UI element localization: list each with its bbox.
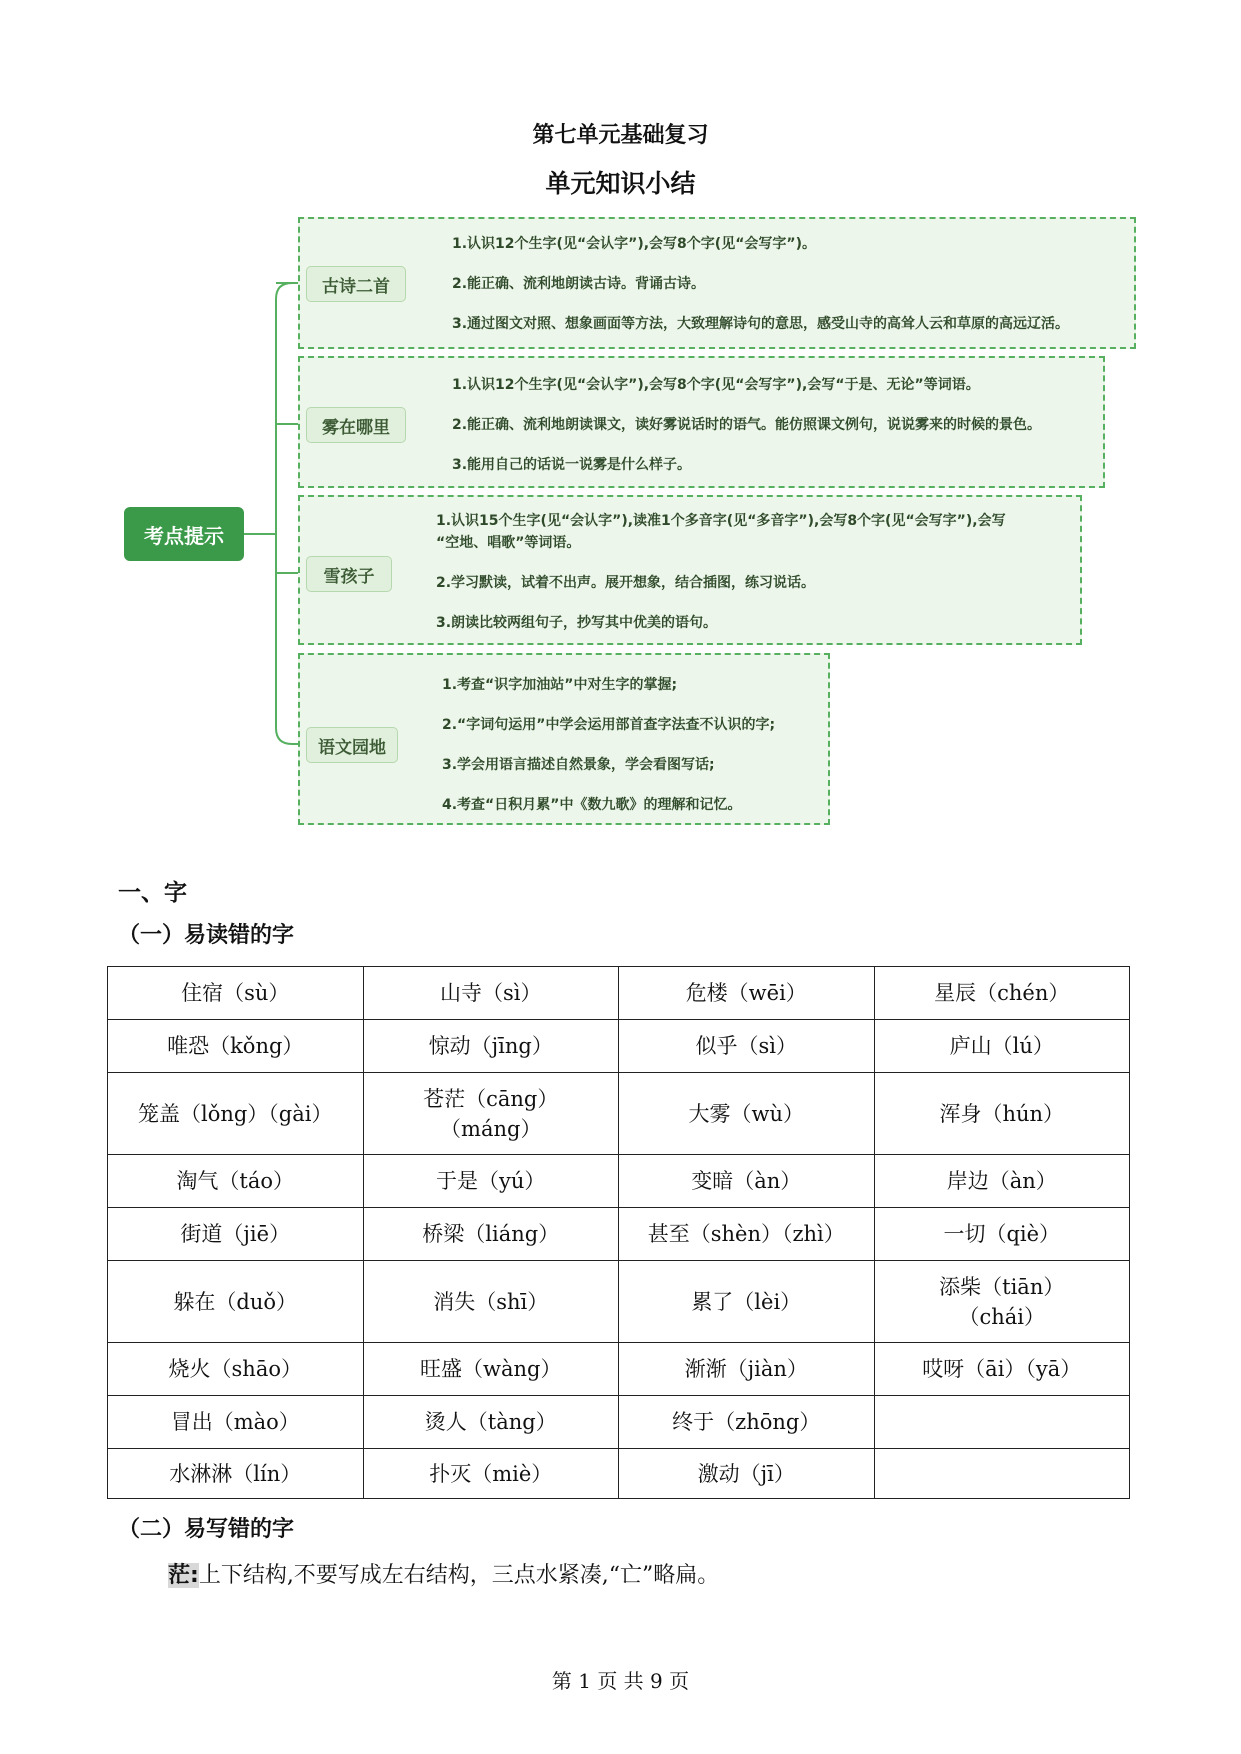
- table-row: [108, 1020, 1130, 1073]
- table-cell: 苍茫（cāng） （máng）: [363, 1073, 619, 1155]
- mindmap-item: 3.通过图文对照、想象画面等方法，大致理解诗句的意思，感受山寺的高耸人云和草原的高远辽活。: [452, 316, 1070, 332]
- table-cell: 扑灭（miè）: [363, 1449, 619, 1499]
- table-cell: 甚至（shèn）（zhì）: [619, 1208, 875, 1261]
- table-cell: 哎呀（āi）（yā）: [874, 1343, 1130, 1396]
- mindmap-branch-label: 雪孩子: [306, 556, 392, 592]
- mindmap-item: 2.“字词句运用”中学会运用部首查字法查不认识的字;: [442, 717, 776, 733]
- table-cell: 庐山（lú）: [874, 1020, 1130, 1073]
- mindmap-branch-label: 雾在哪里: [306, 407, 406, 443]
- table-cell: 唯恐（kǒng）: [108, 1020, 364, 1073]
- table-cell: 变暗（àn）: [619, 1155, 875, 1208]
- table-cell: 桥梁（liáng）: [363, 1208, 619, 1261]
- table-cell: 水淋淋（lín）: [108, 1449, 364, 1499]
- table-cell: [874, 1396, 1130, 1449]
- table-cell: 冒出（mào）: [108, 1396, 364, 1449]
- table-cell: 添柴（tiān） （chái）: [874, 1261, 1130, 1343]
- table-cell: 躲在（duǒ）: [108, 1261, 364, 1343]
- table-cell: 激动（jī）: [619, 1449, 875, 1499]
- page-footer: 第 1 页 共 9 页: [551, 1669, 690, 1693]
- table-cell: 笼盖（lǒng）（gài）: [108, 1073, 364, 1155]
- table-row: [108, 1155, 1130, 1208]
- mindmap-item: 3.学会用语言描述自然景象，学会看图写话;: [442, 757, 715, 773]
- table-cell: 惊动（jīng）: [363, 1020, 619, 1073]
- note-text: 上下结构,不要写成左右结构，三点水紧凑,“亡”略扁。: [198, 1563, 720, 1588]
- table-cell: 一切（qiè）: [874, 1208, 1130, 1261]
- table-cell: 岸边（àn）: [874, 1155, 1130, 1208]
- mindmap-item: 4.考查“日积月累”中《数九歌》的理解和记忆。: [442, 797, 742, 813]
- table-cell: 烧火（shāo）: [108, 1343, 364, 1396]
- table-cell: 终于（zhōng）: [619, 1396, 875, 1449]
- mindmap-branch-label: 古诗二首: [306, 266, 406, 302]
- document-subtitle: 单元知识小结: [545, 169, 696, 198]
- mindmap-branch-label: 语文园地: [306, 727, 398, 763]
- table-cell: 累了（lèi）: [619, 1261, 875, 1343]
- note-key-character: 茫:: [168, 1563, 199, 1588]
- table-cell: 大雾（wù）: [619, 1073, 875, 1155]
- mindmap-item: 1.认识15个生字(见“会认字”),读准1个多音字(见“多音字”),会写8个字(见“会写字”),会写: [436, 513, 1006, 529]
- mindmap-item: 2.学习默读，试着不出声。展开想象，结合插图，练习说话。: [436, 575, 816, 591]
- table-row: [108, 1073, 1130, 1155]
- table-row: [108, 1208, 1130, 1261]
- table-cell: 消失（shī）: [363, 1261, 619, 1343]
- document-title: 第七单元基础复习: [532, 123, 709, 148]
- misread-characters-table: [107, 966, 1130, 1499]
- mindmap-item: 3.能用自己的话说一说雾是什么样子。: [452, 457, 692, 473]
- table-cell: 淘气（táo）: [108, 1155, 364, 1208]
- mindmap-item: “空地、唱歌”等词语。: [436, 535, 581, 551]
- table-row: [108, 1343, 1130, 1396]
- table-cell: 山寺（sì）: [363, 967, 619, 1020]
- table-cell: 于是（yú）: [363, 1155, 619, 1208]
- table-row: [108, 1261, 1130, 1343]
- table-cell: 旺盛（wàng）: [363, 1343, 619, 1396]
- table-cell: 危楼（wēi）: [619, 967, 875, 1020]
- mindmap-item: 1.认识12个生字(见“会认字”),会写8个字(见“会写字”)。: [452, 236, 816, 252]
- table-cell: 浑身（hún）: [874, 1073, 1130, 1155]
- section-heading: 一、字: [118, 880, 187, 906]
- table-cell: [874, 1449, 1130, 1499]
- mindmap-item: 1.考查“识字加油站”中对生字的掌握;: [442, 677, 678, 693]
- table-row: [108, 1449, 1130, 1499]
- subsection-heading-misread: （一）易读错的字: [118, 923, 295, 948]
- mindmap-item: 1.认识12个生字(见“会认字”),会写8个字(见“会写字”),会写“于是、无论”等词语。: [452, 377, 980, 393]
- table-cell: 街道（jiē）: [108, 1208, 364, 1261]
- writing-note: [168, 1558, 719, 1589]
- table-row: [108, 967, 1130, 1020]
- mindmap-item: 2.能正确、流利地朗读课文，读好雾说话时的语气。能仿照课文例句，说说雾来的时候的景色。: [452, 417, 1042, 433]
- mindmap-root: 考点提示: [124, 507, 244, 561]
- table-cell: 渐渐（jiàn）: [619, 1343, 875, 1396]
- mindmap-item: 3.朗读比较两组句子，抄写其中优美的语句。: [436, 615, 718, 631]
- table-cell: 星辰（chén）: [874, 967, 1130, 1020]
- table-cell: 烫人（tàng）: [363, 1396, 619, 1449]
- subsection-heading-miswritten: （二）易写错的字: [118, 1517, 295, 1542]
- mindmap-item: 2.能正确、流利地朗读古诗。背诵古诗。: [452, 276, 706, 292]
- table-row: [108, 1396, 1130, 1449]
- table-cell: 住宿（sù）: [108, 967, 364, 1020]
- table-cell: 似乎（sì）: [619, 1020, 875, 1073]
